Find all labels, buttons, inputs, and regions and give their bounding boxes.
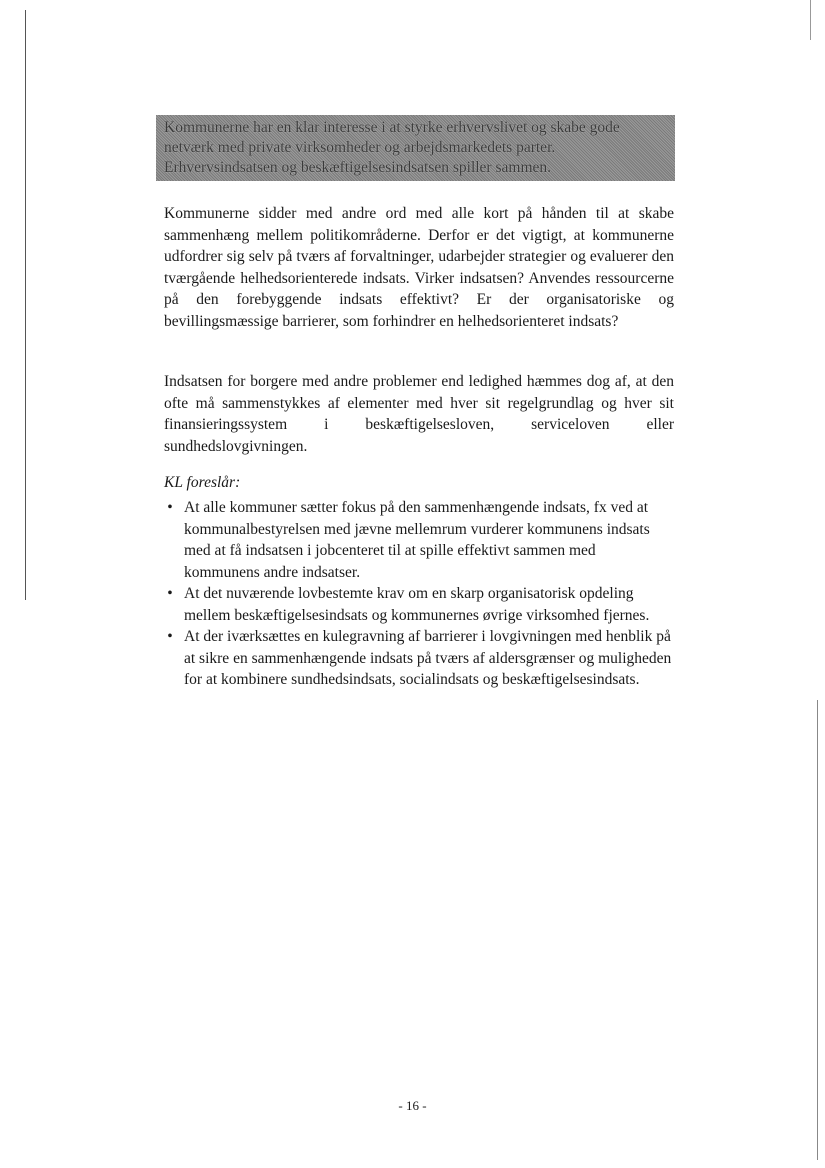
page-number: - 16 - (398, 1098, 427, 1113)
bullet-icon: • (167, 628, 173, 645)
scan-margin-line (25, 10, 26, 600)
highlight-text: Kommunerne har en klar interesse i at styrke erhvervslivet og skabe gode netværk med private virksomheder og arbejdsmarkedets parter. Erhvervsindsatsen og beskæftigelsesindsatsen spiller sammen. (164, 119, 620, 176)
list-item-text: At der iværksættes en kulegravning af barrierer i lovgivningen med henblik på at sikre en sammenhængende indsats på tværs af aldersgrænser og muligheden for at kombinere sundhedsindsats, socialindsats og beskæftigelsesindsats. (184, 628, 672, 688)
list-item (164, 626, 674, 691)
scan-margin-line (810, 0, 811, 40)
list-item-text: At alle kommuner sætter fokus på den sammenhængende indsats, fx ved at kommunalbestyrelsen med jævne mellemrum vurderer kommunens indsats med at få indsatsen i jobcenteret til at spille effektivt sammen med kommunens andre indsatser. (184, 499, 650, 581)
paragraph: Kommunerne sidder med andre ord med alle kort på hånden til at skabe sammenhæng mellem politikområderne. Derfor er det vigtigt, at kommunerne udfordrer sig selv på tværs af forvaltninger, udarbejder strategier og evaluerer den tværgående helhedsorienterede indsats. Virker indsatsen? Anvendes ressourcerne på den forebyggende indsats effektivt? Er der organisatoriske og bevillingsmæssige barrierer, som forhindrer en helhedsorienteret indsats? (164, 205, 674, 330)
paragraph: Indsatsen for borgere med andre problemer end ledighed hæmmes dog af, at den ofte må sammenstykkes af elementer med hver sit regelgrundlag og hver sit finansieringssystem i beskæftigelsesloven, serviceloven eller sundhedslovgivningen. (164, 373, 674, 455)
list-item (164, 583, 674, 626)
proposal-list (164, 497, 674, 691)
bullet-icon: • (167, 585, 173, 602)
scan-margin-line (817, 700, 818, 1160)
bullet-icon: • (167, 499, 173, 516)
list-item-text: At det nuværende lovbestemte krav om en skarp organisatorisk opdeling mellem beskæftigelsesindsats og kommunernes øvrige virksomhed fjernes. (184, 585, 650, 624)
highlight-box (156, 115, 675, 181)
proposals-heading: KL foreslår: (164, 474, 241, 491)
list-item (164, 497, 674, 583)
